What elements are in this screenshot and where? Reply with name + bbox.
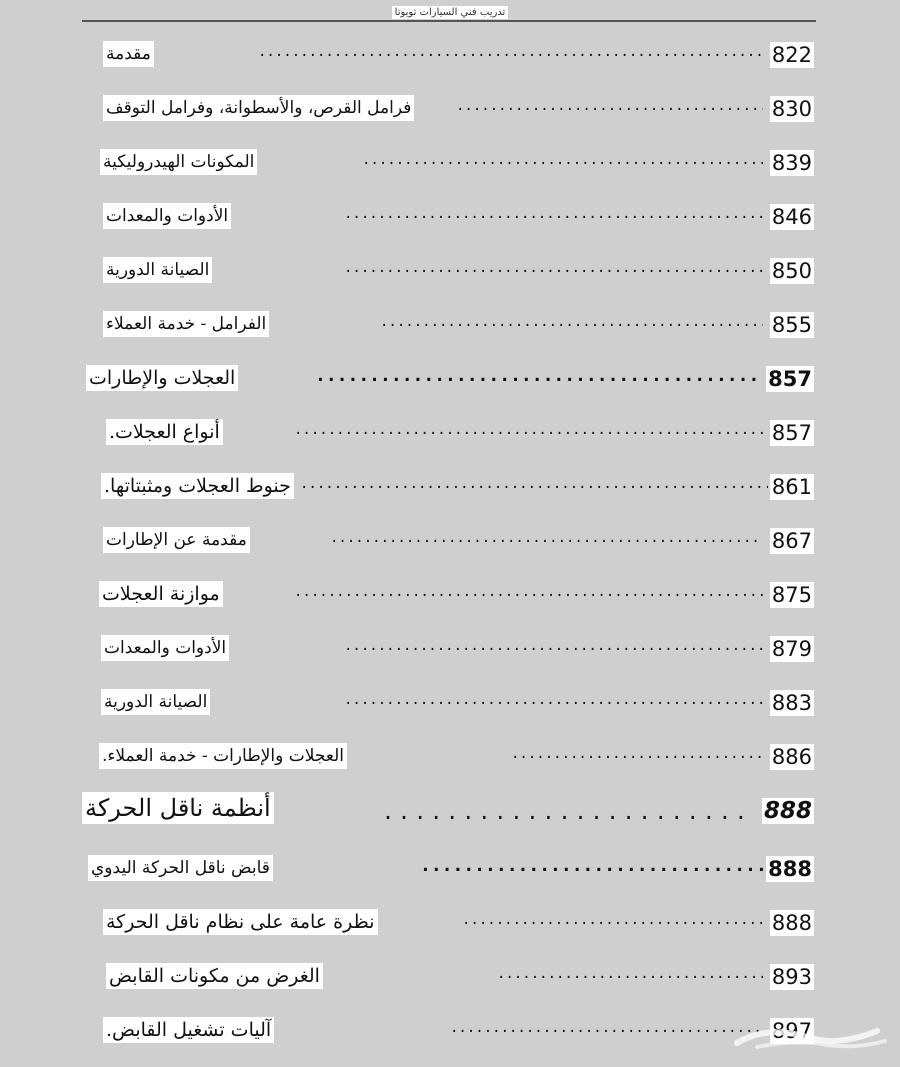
toc-leader-dots (294, 580, 763, 604)
toc-page-number: 875 (771, 583, 812, 607)
toc-leader-dots (382, 800, 750, 824)
header-rule (82, 20, 816, 22)
toc-page-number: 846 (771, 205, 812, 229)
toc-page-number: 839 (771, 151, 812, 175)
toc-entry-title: جنوط العجلات ومثبتاتها. (101, 473, 294, 499)
toc-entry-title: مقدمة عن الإطارات (103, 527, 250, 553)
toc-entry (0, 852, 900, 886)
watermark-logo-icon (727, 1017, 892, 1053)
toc-leader-dots (315, 364, 763, 388)
toc-entry-title: الغرض من مكونات القابض (106, 963, 323, 989)
toc-entry-title: موازنة العجلات (99, 581, 223, 607)
header-title: تدريب فني السيارات تويوتا (392, 6, 509, 19)
toc-leader-dots (258, 40, 763, 64)
toc-page-number: 888 (771, 911, 812, 935)
toc-page-number: 857 (768, 367, 812, 391)
toc-entry (0, 578, 900, 612)
toc-entry-title: الصيانة الدورية (103, 257, 212, 283)
toc-page-number: 897 (771, 1019, 812, 1043)
toc-page-number: 822 (771, 43, 812, 67)
toc-entry-title: الفرامل - خدمة العملاء (103, 311, 269, 337)
toc-leader-dots (344, 634, 763, 658)
toc-entry-title: الصيانة الدورية (101, 689, 210, 715)
toc-leader-dots (330, 526, 763, 550)
toc-entry (0, 254, 900, 288)
toc-leader-dots (511, 742, 763, 766)
toc-entry-title: العجلات والإطارات (86, 365, 238, 391)
toc-entry-title: المكونات الهيدروليكية (100, 149, 257, 175)
toc-page-number: 886 (771, 745, 812, 769)
toc-entry-title: مقدمة (103, 41, 154, 67)
toc-leader-dots (294, 418, 763, 442)
toc-leader-dots (462, 908, 763, 932)
toc-entry-title: قابض ناقل الحركة اليدوي (88, 855, 273, 881)
toc-entry-title: نظرة عامة على نظام ناقل الحركة (103, 909, 378, 935)
toc-entry-title: أنواع العجلات. (106, 419, 223, 445)
toc-leader-dots (420, 854, 763, 878)
toc-page-number: 855 (771, 313, 812, 337)
toc-entry-title: الأدوات والمعدات (101, 635, 229, 661)
toc-page-number: 893 (771, 965, 812, 989)
toc-entry-title: فرامل القرص، والأسطوانة، وفرامل التوقف (103, 95, 414, 121)
toc-entry (0, 686, 900, 720)
toc-page-number: 867 (771, 529, 812, 553)
toc-entry (0, 362, 900, 396)
toc-entry (0, 632, 900, 666)
toc-entry (0, 146, 900, 180)
toc-leader-dots (450, 1016, 763, 1040)
toc-leader-dots (380, 310, 763, 334)
toc-entry (0, 740, 900, 774)
page-header (0, 0, 900, 16)
toc-leader-dots (300, 472, 768, 496)
toc-page-number: 888 (763, 798, 812, 824)
toc-leader-dots (344, 688, 763, 712)
toc-leader-dots (344, 256, 763, 280)
toc-section-heading (0, 794, 900, 828)
toc-page-number: 861 (771, 475, 812, 499)
toc-entry-title: أنظمة ناقل الحركة (82, 792, 274, 824)
toc-page-number: 888 (768, 857, 812, 881)
toc-entry-title: آليات تشغيل القابض. (103, 1017, 274, 1043)
toc-entry (0, 38, 900, 72)
toc-entry (0, 416, 900, 450)
toc-entry (0, 960, 900, 994)
toc-page-number: 850 (771, 259, 812, 283)
toc-entry (0, 200, 900, 234)
toc-entry-title: العجلات والإطارات - خدمة العملاء. (99, 743, 347, 769)
toc-entry (0, 906, 900, 940)
toc-leader-dots (456, 94, 763, 118)
toc-page-number: 830 (771, 97, 812, 121)
toc-entry (0, 92, 900, 126)
toc-entry-title: الأدوات والمعدات (103, 203, 231, 229)
toc-leader-dots (497, 962, 763, 986)
toc-page-number: 857 (771, 421, 812, 445)
toc-entry (0, 524, 900, 558)
toc-page-number: 883 (771, 691, 812, 715)
toc-entry (0, 308, 900, 342)
toc-entry (0, 470, 900, 504)
toc-leader-dots (362, 148, 763, 172)
toc-leader-dots (344, 202, 763, 226)
toc-page-number: 879 (771, 637, 812, 661)
